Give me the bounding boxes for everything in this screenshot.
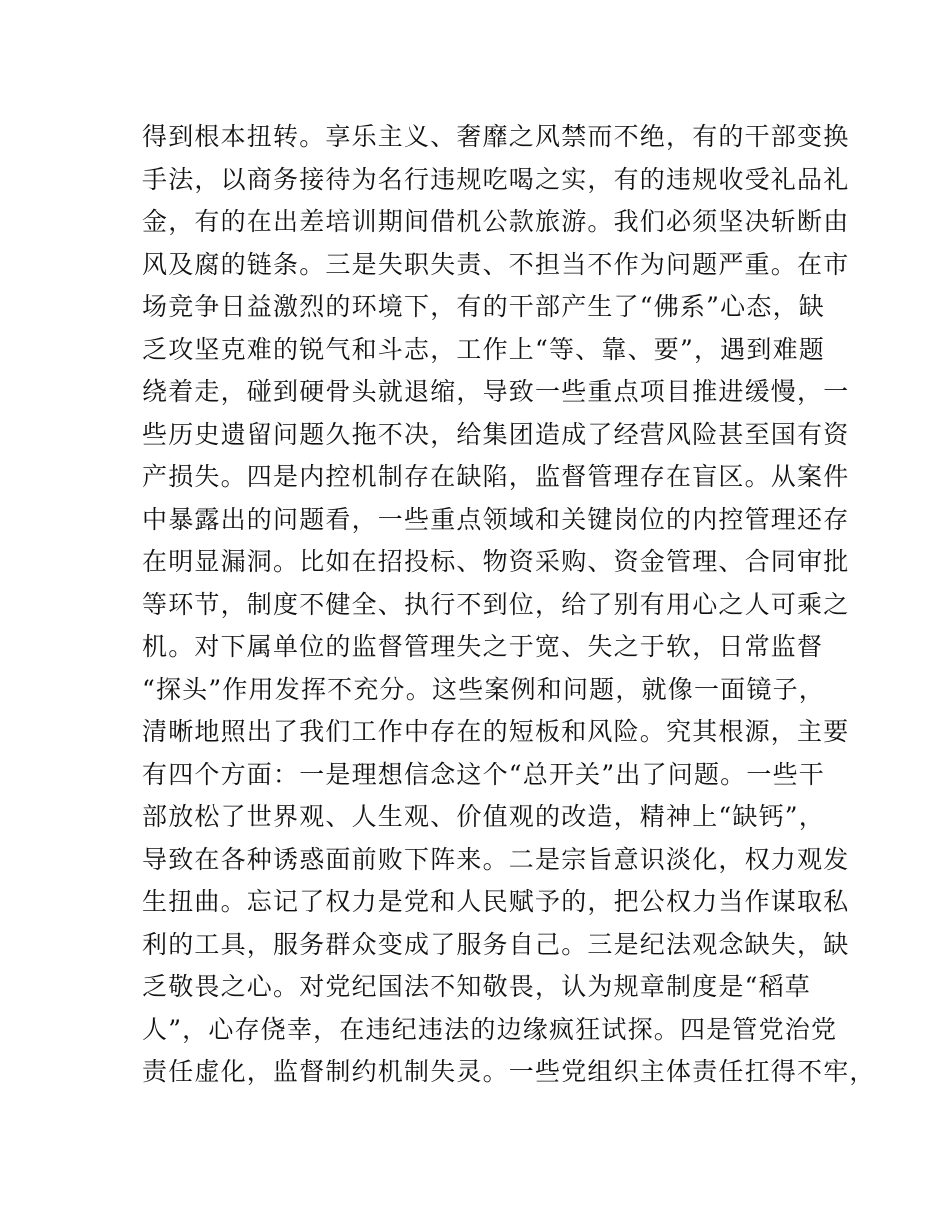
- text-line: 得到根本扭转。享乐主义、奢靡之风禁而不绝，有的干部变换: [142, 122, 850, 151]
- text-line: 责任虚化，监督制约机制失灵。一些党组织主体责任扛得不牢，: [142, 1057, 876, 1086]
- text-line: 些历史遗留问题久拖不决，给集团造成了经营风险甚至国有资: [142, 419, 850, 449]
- text-line: 风及腐的链条。三是失职失责、不担当不作为问题严重。在市: [142, 249, 850, 279]
- text-line: 机。对下属单位的监督管理失之于宽、失之于软，日常监督: [142, 632, 824, 661]
- text-line: 产损失。四是内控机制存在缺陷，监督管理存在盲区。从案件: [142, 462, 850, 491]
- text-line: 手法，以商务接待为名行违规吃喝之实，有的违规收受礼品礼: [142, 164, 850, 194]
- text-line: 有四个方面：一是理想信念这个“总开关”出了问题。一些干: [142, 759, 825, 789]
- text-line: 乏敬畏之心。对党纪国法不知敬畏，认为规章制度是“稻草: [142, 972, 811, 1001]
- text-line: 清晰地照出了我们工作中存在的短板和风险。究其根源，主要: [142, 717, 850, 746]
- body-text: [142, 116, 876, 1094]
- text-line: 等环节，制度不健全、执行不到位，给了别有用心之人可乘之: [142, 589, 850, 619]
- text-line: 部放松了世界观、人生观、价值观的改造，精神上“缺钙”，: [142, 802, 825, 831]
- text-line: 人”，心存侥幸，在违纪违法的边缘疯狂试探。四是管党治党: [142, 1014, 838, 1044]
- text-line: 利的工具，服务群众变成了服务自己。三是纪法观念缺失，缺: [142, 929, 850, 959]
- text-line: 在明显漏洞。比如在招投标、物资采购、资金管理、合同审批: [142, 547, 850, 576]
- text-line: 金，有的在出差培训期间借机公款旅游。我们必须坚决斩断由: [142, 207, 850, 236]
- text-line: “探头”作用发挥不充分。这些案例和问题，就像一面镜子，: [142, 674, 825, 704]
- text-line: 乏攻坚克难的锐气和斗志，工作上“等、靠、要”，遇到难题: [142, 334, 825, 364]
- text-line: 绕着走，碰到硬骨头就退缩，导致一些重点项目推进缓慢，一: [142, 377, 850, 406]
- text-line: 导致在各种诱惑面前败下阵来。二是宗旨意识淡化，权力观发: [142, 844, 850, 874]
- text-line: 中暴露出的问题看，一些重点领域和关键岗位的内控管理还存: [142, 504, 850, 534]
- text-line: 场竞争日益激烈的环境下，有的干部产生了“佛系”心态，缺: [142, 292, 825, 321]
- text-line: 生扭曲。忘记了权力是党和人民赋予的，把公权力当作谋取私: [142, 887, 850, 916]
